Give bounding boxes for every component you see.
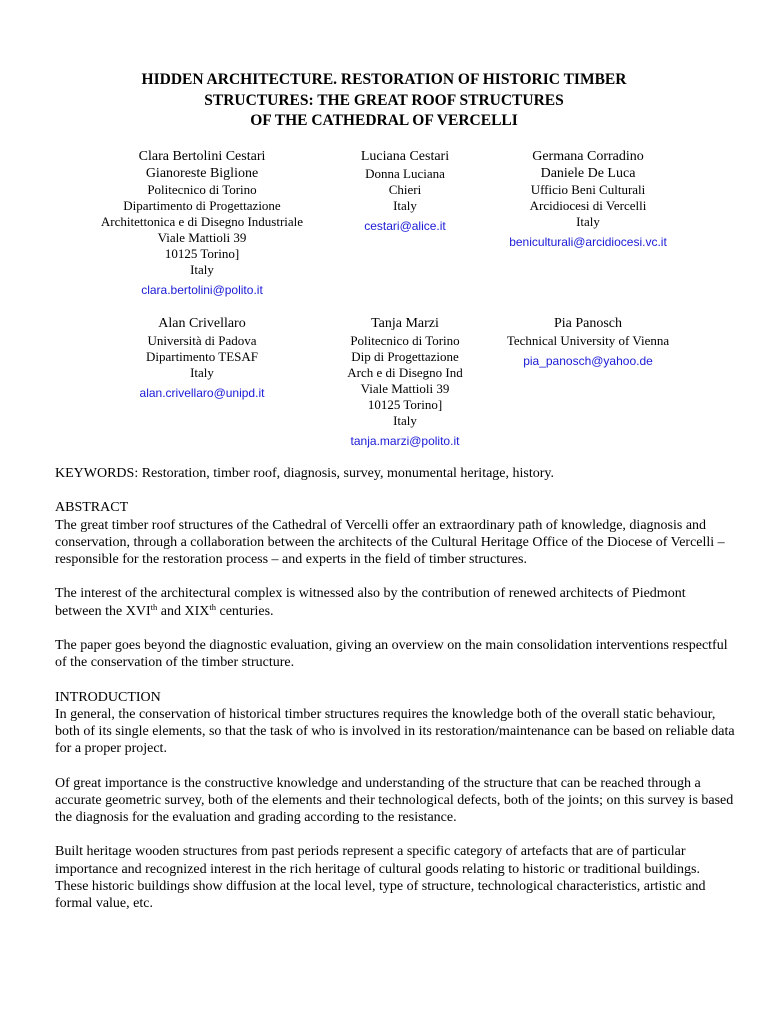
introduction-paragraph: Built heritage wooden structures from past periods represent a specific category of artefacts that are of particular importance and recognized interest in the rich heritage of cultural goods relating to historic or traditional buildings. These historic buildings show diffusion at the local level, type of structure, technological characteristics, artistic and formal value, etc. xyxy=(55,844,706,911)
abstract-paragraph: The great timber roof structures of the Cathedral of Vercelli offer an extraordinary path of knowledge, diagnosis and conservation, through a collaboration between the architects of the Cultural Heritage Office of the Diocese of Vercelli – responsible for the restoration process – and experts in the field of timber structures. xyxy=(55,517,725,567)
affiliation-line: Dip di Progettazione xyxy=(351,348,459,364)
author-email-link[interactable]: pia_panosch@yahoo.de xyxy=(523,353,653,368)
author-email-link[interactable]: beniculturali@arcidiocesi.vc.it xyxy=(509,235,667,249)
author-name: Tanja Marzi xyxy=(371,316,439,331)
affiliation-line: Politecnico di Torino xyxy=(147,182,257,197)
affiliation-line: Italy xyxy=(576,214,600,229)
abstract-heading: ABSTRACT xyxy=(55,500,129,516)
affiliation-line: 10125 Torino] xyxy=(164,246,240,261)
affiliation-line: Viale Mattioli 39 xyxy=(157,230,247,245)
affiliation-line: Dipartimento TESAF xyxy=(145,348,259,364)
author-block-corradino-deluca xyxy=(490,149,686,250)
author-name: Luciana Cestari xyxy=(360,149,450,164)
author-name: Pia Panosch xyxy=(553,316,623,331)
affiliation-line: Italy xyxy=(190,364,214,380)
affiliation-line: Viale Mattioli 39 xyxy=(360,380,450,396)
keywords-line: KEYWORDS: Restoration, timber roof, diagnosis, survey, monumental heritage, history. xyxy=(55,466,554,481)
affiliation-line: Italy xyxy=(190,262,214,277)
introduction-heading: INTRODUCTION xyxy=(55,689,161,705)
paper-title xyxy=(0,70,768,132)
author-email-link[interactable]: clara.bertolini@polito.it xyxy=(141,283,263,297)
author-block-cestari xyxy=(320,149,490,234)
author-name: Germana Corradino xyxy=(532,149,644,164)
abstract-paragraph: The paper goes beyond the diagnostic evaluation, giving an overview on the main consolidation interventions respectful of the conservation of the timber structure. xyxy=(55,637,728,671)
title-line-3: OF THE CATHEDRAL OF VERCELLI xyxy=(250,112,518,129)
author-block-bertolini-biglione xyxy=(88,149,316,298)
affiliation-line: Ufficio Beni Culturali xyxy=(530,182,646,197)
author-email-link[interactable]: cestari@alice.it xyxy=(364,218,446,233)
author-name: Gianoreste Biglione xyxy=(145,165,259,181)
introduction-paragraph: In general, the conservation of historical timber structures requires the knowledge both of the overall static behaviour, both of its single elements, so that the task of who is involved in its restoration/maintenance can be based on reliable data for a proper project. xyxy=(55,706,735,757)
affiliation-line: Dipartimento di Progettazione xyxy=(123,198,281,213)
introduction-paragraph: Of great importance is the constructive knowledge and understanding of the structure that can be reached through a accurate geometric survey, both of the elements and their technological defects, both of the joints; on this survey is based the diagnosis for the evaluation and grading according to the resistance. xyxy=(55,775,734,825)
author-name: Clara Bertolini Cestari xyxy=(138,149,266,164)
affiliation-line: Università di Padova xyxy=(147,332,257,348)
superscript: th xyxy=(209,601,216,612)
affiliation-line: Italy xyxy=(393,412,417,428)
affiliation-line: Italy xyxy=(393,197,417,213)
abstract-paragraph: The interest of the architectural complex is witnessed also by the contribution of renewed architects of Piedmont between the XVIth and XIXth centuries. xyxy=(55,586,686,619)
author-email-link[interactable]: alan.crivellaro@unipd.it xyxy=(139,385,265,400)
title-line-2: STRUCTURES: THE GREAT ROOF STRUCTURES xyxy=(204,91,564,109)
superscript: th xyxy=(150,601,158,612)
affiliation-line: Technical University of Vienna xyxy=(506,332,670,348)
affiliation-line: Architettonica e di Disegno Industriale xyxy=(100,214,304,229)
affiliation-line: Donna Luciana xyxy=(365,165,445,181)
author-block-crivellaro xyxy=(88,316,316,401)
author-name: Daniele De Luca xyxy=(540,165,636,181)
author-block-panosch xyxy=(490,316,686,369)
author-block-marzi xyxy=(320,316,490,449)
affiliation-line: Chieri xyxy=(388,181,422,197)
affiliation-line: Arch e di Disegno Ind xyxy=(347,364,463,380)
author-name: Alan Crivellaro xyxy=(158,316,246,331)
author-email-link[interactable]: tanja.marzi@polito.it xyxy=(350,433,460,448)
affiliation-line: Arcidiocesi di Vercelli xyxy=(529,198,647,213)
title-line-1: HIDDEN ARCHITECTURE. RESTORATION OF HISTORIC TIMBER xyxy=(141,71,627,88)
paper-body xyxy=(55,465,735,929)
affiliation-line: 10125 Torino] xyxy=(367,396,443,412)
affiliation-line: Politecnico di Torino xyxy=(350,332,460,348)
